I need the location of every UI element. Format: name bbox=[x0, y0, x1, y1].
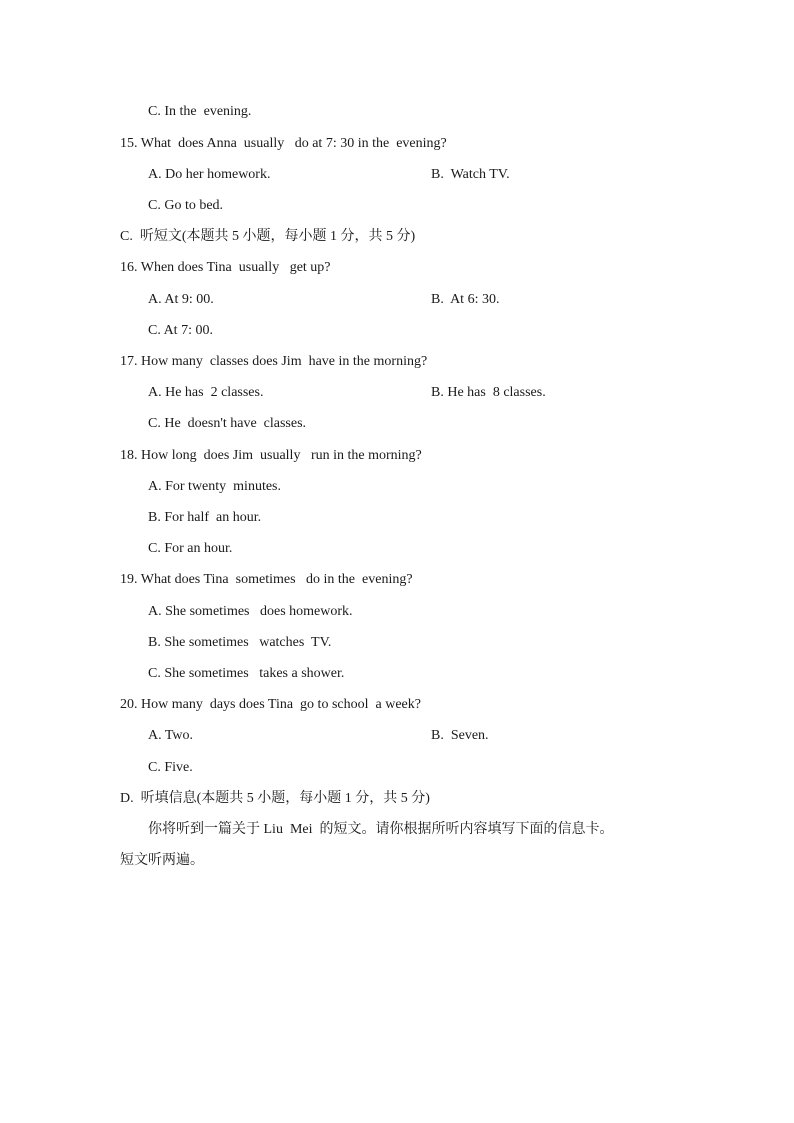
q19-option-b: B. She sometimes watches TV. bbox=[148, 635, 332, 650]
section-d-heading: D. 听填信息(本题共 5 小题，每小题 1 分，共 5 分) bbox=[120, 791, 430, 806]
section-d-instruction-line2: 短文听两遍。 bbox=[120, 853, 204, 868]
q18-option-a: A. For twenty minutes. bbox=[148, 479, 281, 494]
q19-option-c: C. She sometimes takes a shower. bbox=[148, 666, 345, 681]
q15-option-b: B. Watch TV. bbox=[431, 167, 510, 182]
q19-option-a: A. She sometimes does homework. bbox=[148, 604, 353, 619]
question-17: 17. How many classes does Jim have in the morning? bbox=[120, 354, 428, 369]
q16-option-b: B. At 6: 30. bbox=[431, 292, 500, 307]
q15-option-c: C. Go to bed. bbox=[148, 198, 224, 213]
q15-option-a: A. Do her homework. bbox=[148, 167, 271, 182]
q20-option-a: A. Two. bbox=[148, 728, 194, 743]
option-c-prev: C. In the evening. bbox=[148, 104, 252, 119]
q20-option-b: B. Seven. bbox=[431, 728, 489, 743]
q16-option-a: A. At 9: 00. bbox=[148, 292, 214, 307]
question-19: 19. What does Tina sometimes do in the evening? bbox=[120, 572, 413, 587]
q16-option-c: C. At 7: 00. bbox=[148, 323, 213, 338]
section-c-heading: C. 听短文(本题共 5 小题，每小题 1 分，共 5 分) bbox=[120, 229, 416, 244]
question-20: 20. How many days does Tina go to school a week? bbox=[120, 697, 421, 712]
q17-option-a: A. He has 2 classes. bbox=[148, 385, 264, 400]
question-15: 15. What does Anna usually do at 7: 30 in the evening? bbox=[120, 136, 447, 151]
q18-option-c: C. For an hour. bbox=[148, 541, 233, 556]
q17-option-c: C. He doesn't have classes. bbox=[148, 416, 307, 431]
q18-option-b: B. For half an hour. bbox=[148, 510, 262, 525]
question-16: 16. When does Tina usually get up? bbox=[120, 260, 331, 275]
question-18: 18. How long does Jim usually run in the morning? bbox=[120, 448, 422, 463]
q17-option-b: B. He has 8 classes. bbox=[431, 385, 546, 400]
section-d-instruction-line1: 你将听到一篇关于 Liu Mei 的短文。请你根据所听内容填写下面的信息卡。 bbox=[148, 822, 614, 837]
q20-option-c: C. Five. bbox=[148, 760, 193, 775]
